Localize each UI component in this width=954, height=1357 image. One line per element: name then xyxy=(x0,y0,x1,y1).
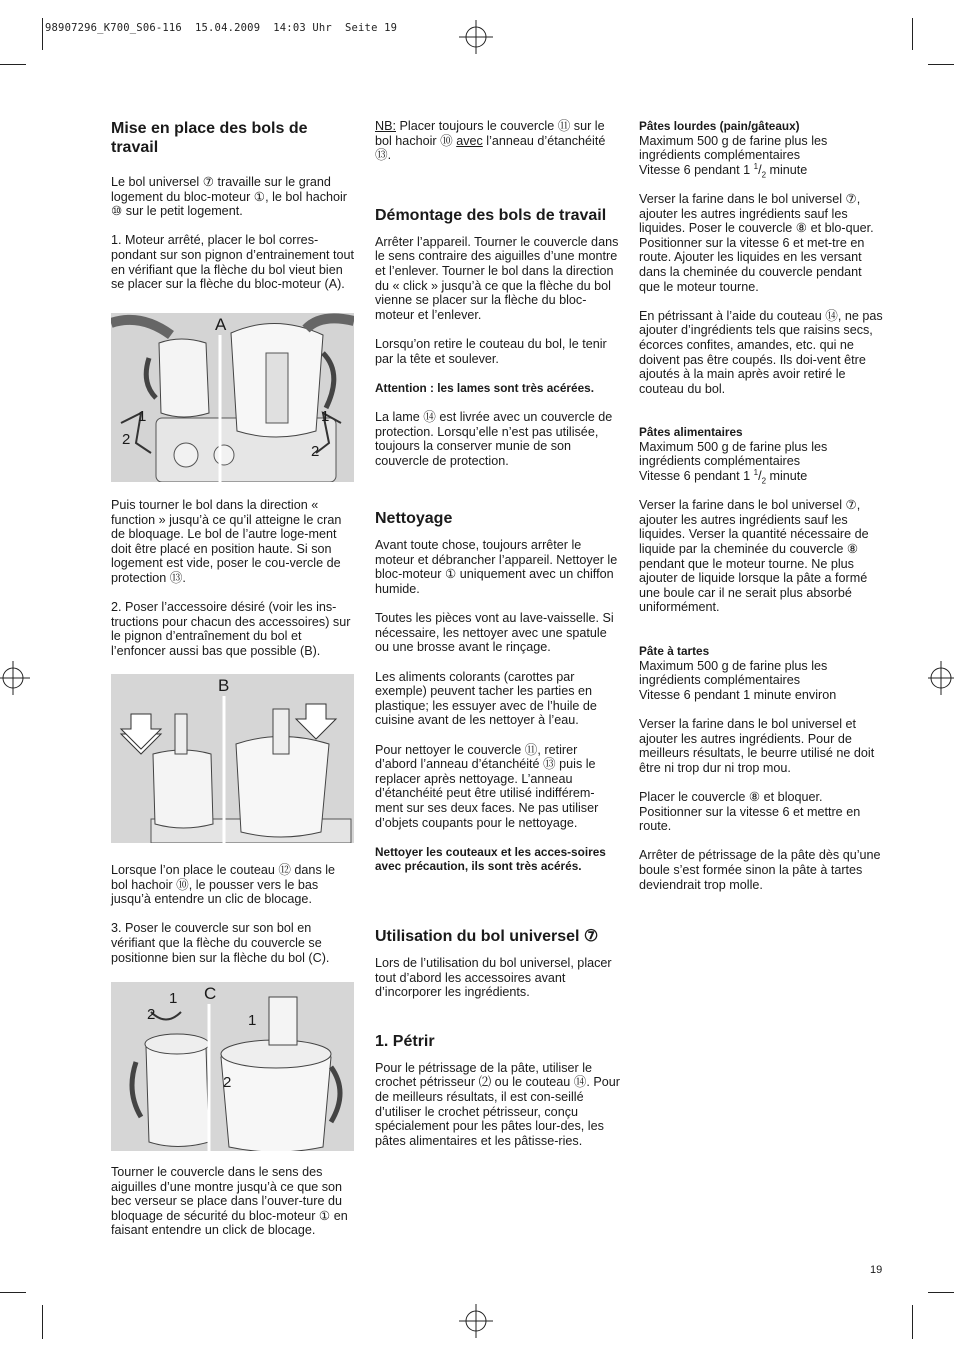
step-number: 1 xyxy=(248,1012,257,1029)
step-number: 1 xyxy=(169,990,178,1007)
page-number: 19 xyxy=(870,1264,883,1276)
fraction-den: 2 xyxy=(761,476,767,486)
crop-mark xyxy=(42,18,43,50)
paragraph: Le bol universel ⑦ travaille sur le grand logement du bloc-moteur ①, le bol hachoir ⑩ sur le petit logement. xyxy=(111,175,348,219)
crop-mark xyxy=(928,64,954,65)
section-title-demontage: Démontage des bols de travail xyxy=(375,206,607,224)
crop-mark xyxy=(928,1292,954,1293)
speed-line: Vitesse 6 pendant 1 $^1/_2$ minute xyxy=(639,161,808,180)
subsection-title: Pâte à tartes xyxy=(639,644,710,658)
speed-text: Vitesse 6 pendant 1 xyxy=(639,469,754,484)
column-right xyxy=(639,119,883,892)
paragraph: En pétrissant à l’aide du couteau ⑭, ne pas ajouter d’ingrédients tels que raisins secs, écorces confites, amandes, etc. qui ne doivent pas être coupés. Ils doi-vent être ajoutés à la main après avoir retiré le couteau du bol. xyxy=(639,308,883,396)
subsection-title: Pâtes alimentaires xyxy=(639,425,743,440)
paragraph: Tourner le couvercle dans le sens des aiguilles d’une montre jusqu’à ce que son bec verseur se place dans l’ouver-ture du bloquage de sécurité du bloc-moteur ① en faisant entendre un click de blocage. xyxy=(111,1165,348,1238)
crop-mark xyxy=(0,1292,26,1293)
column-middle xyxy=(375,119,620,1148)
paragraph: Lors de l’utilisation du bol universel, placer tout d’abord les accessoires avant d’incorporer les ingrédients. xyxy=(375,955,612,1000)
step-number: 2 xyxy=(311,443,320,460)
column-left xyxy=(111,119,355,292)
paragraph: Les aliments colorants (carottes par exemple) peuvent tacher les parties en plastique; les essuyer avec de l’huile de cuisine avant de les nettoyer à l’eau. xyxy=(375,669,597,728)
paragraph: Avant toute chose, toujours arrêter le moteur et débrancher l’appareil. Nettoyer le bloc-moteur ① uniquement avec un chiffon humide. xyxy=(375,538,618,597)
speed-text: Vitesse 6 pendant 1 xyxy=(639,162,754,177)
paragraph: Arrêter de pétrissage de la pâte dès qu’une boule s’est formée sinon la pâte à tartes deviendrait trop molle. xyxy=(639,848,881,892)
figure-b xyxy=(111,674,354,843)
section-title-nettoyage: Nettoyage xyxy=(375,510,453,528)
figure-label: C xyxy=(204,984,217,1003)
paragraph: 1. Moteur arrêté, placer le bol corres-pondant sur son pignon d’entrainement tout en vérifiant que la flèche du bol vieut bien se placer sur la flèche du bloc-moteur (A). xyxy=(111,233,354,292)
fraction-num: 1 xyxy=(753,467,759,477)
section-title-petrir: 1. Pétrir xyxy=(375,1032,435,1050)
figure-label: A xyxy=(215,315,227,334)
paragraph: Pour nettoyer le couvercle ⑪, retirer d’abord l’anneau d’étanchéité ⑬ puis le replacer après nettoyage. L’anneau d’étanchéité peut être utilisé indifférem-ment sur ses deux faces. Ne pas utiliser d’objets coupants pour le nettoyage. xyxy=(375,742,599,830)
figure-a xyxy=(111,313,354,482)
registration-mark-icon xyxy=(459,20,493,54)
paragraph: Lorsque l’on place le couteau ⑫ dans le bol hachoir ⑩, le pousser vers le bas jusqu’à entendre un clic de blocage. xyxy=(111,863,336,907)
paragraph: Arrêter l’appareil. Tourner le couvercle dans le sens contraire des aiguilles d’une montre et l’enlever. Tourner le bol dans la direction du « click » jusqu’à ce que la flèche du bol vienne se placer sur la flèche du bloc-moteur et l’enlever. xyxy=(375,234,619,322)
note-paragraph xyxy=(375,119,620,163)
paragraph: Toutes les pièces vont au lave-vaisselle. Si nécessaire, les nettoyer avec une spatule ou une brosse avant le rinçage. xyxy=(375,611,614,655)
speed-unit: minute xyxy=(766,469,808,484)
paragraph: Maximum 500 g de farine plus les ingrédients complémentaires xyxy=(639,658,828,688)
crop-mark xyxy=(912,18,913,50)
paragraph: Maximum 500 g de farine plus les ingrédients complémentaires xyxy=(639,133,828,163)
paragraph: Verser la farine dans le bol universel et ajouter les autres ingrédients. Pour de meilleurs résultats, le beurre utilisé ne doit être ni trop dur ni trop mou. xyxy=(639,716,875,775)
note-text-end: l’anneau d’étanchéité ⑬. xyxy=(375,133,606,163)
fraction-den: 2 xyxy=(761,170,767,180)
column-left-c xyxy=(111,863,355,965)
section-title-utilisation: Utilisation du bol universel ⑦ xyxy=(375,927,599,945)
paragraph: Lorsqu’on retire le couteau du bol, le tenir par la tête et soulever. xyxy=(375,336,607,366)
paragraph: Verser la farine dans le bol universel ⑦, ajouter les autres ingrédients sauf les liquides. Verser la quantité nécessaire de liquide par la cheminée du couvercle ⑧ pendant que le moteur tourne. Ne plus ajouter de liquide lorsque la pâte a formé une boule car il ne serait plus absorbé uniformément. xyxy=(639,498,869,615)
paragraph: Vitesse 6 pendant 1 minute environ xyxy=(639,687,837,702)
column-left-d xyxy=(111,1165,355,1238)
step-number: 2 xyxy=(122,431,131,448)
crop-mark xyxy=(0,64,26,65)
section-title-mise-en-place: Mise en place des bols de travail xyxy=(111,120,308,156)
registration-mark-icon xyxy=(924,661,954,695)
note-text: Placer toujours le couvercle ⑪ sur le bol hachoir ⑩ xyxy=(375,119,605,148)
subsection-title: Pâtes lourdes (pain/gâteaux) xyxy=(639,119,800,133)
paragraph: La lame ⑭ est livrée avec un couvercle de protection. Lorsqu’elle n’est pas utilisée, toujours la conserver munie de son couvercle de protection. xyxy=(375,409,613,468)
speed-unit: minute xyxy=(766,162,808,177)
paragraph: Placer le couvercle ⑧ et bloquer. Positionner sur la vitesse 6 et mettre en route. xyxy=(639,789,861,834)
figure-c xyxy=(111,982,354,1151)
column-left-b xyxy=(111,498,355,659)
note-emphasis: avec xyxy=(456,133,483,148)
registration-mark-icon xyxy=(459,1304,493,1338)
print-slug: 98907296_K700_S06-116 15.04.2009 14:03 Uhr Seite 19 xyxy=(45,22,398,34)
note-label: NB: xyxy=(375,119,396,133)
paragraph: 3. Poser le couvercle sur son bol en vérifiant que la flèche du couvercle se positionne bien sur la flèche du bol (C). xyxy=(111,921,330,965)
crop-mark xyxy=(42,1305,43,1339)
step-number: 1 xyxy=(138,408,147,425)
paragraph: Verser la farine dans le bol universel ⑦, ajouter les autres ingrédients sauf les liquides. Poser le couvercle ⑧ et blo-quer. Positionner sur la vitesse 6 et met-tre en route. Ajouter les liquides en les versant dans la cheminée du couvercle pendant que le moteur tourne. xyxy=(639,191,874,294)
step-number: 2 xyxy=(223,1074,232,1091)
figure-label: B xyxy=(218,676,230,695)
crop-mark xyxy=(912,1305,913,1339)
registration-mark-icon xyxy=(0,661,34,695)
step-number: 1 xyxy=(321,408,330,425)
step-number: 2 xyxy=(147,1006,156,1023)
paragraph: Maximum 500 g de farine plus les ingrédients complémentaires xyxy=(639,439,828,469)
paragraph: Puis tourner le bol dans la direction « function » jusqu’à ce qu’il atteigne le cran de bloquage. Le bol de l’autre loge-ment doit être placé en position haute. Si son logement est vide, poser le cou-vercle de protection ⑬. xyxy=(111,498,342,585)
paragraph: 2. Poser l’accessoire désiré (voir les ins-tructions pour chacun des accessoires) sur le pignon d’entraînement du bol et l’enfoncer aussi bas que possible (B). xyxy=(111,600,351,658)
speed-line: Vitesse 6 pendant 1 $^1/_2$ minute xyxy=(639,467,808,486)
warning-text: Attention : les lames sont très acérées. xyxy=(375,380,594,395)
paragraph: Pour le pétrissage de la pâte, utiliser le crochet pétrisseur ⑵ ou le couteau ⑭. Pour de meilleurs résultats, il est con-seillé d’utiliser le crochet pétrisseur, conçu spécialement pour les pâtes lour-des, les pâtes alimentaires et les pâtisse-ries. xyxy=(375,1060,621,1148)
fraction-num: 1 xyxy=(753,161,759,171)
warning-text: Nettoyer les couteaux et les acces-soires avec précaution, ils sont très acérés. xyxy=(375,844,606,874)
